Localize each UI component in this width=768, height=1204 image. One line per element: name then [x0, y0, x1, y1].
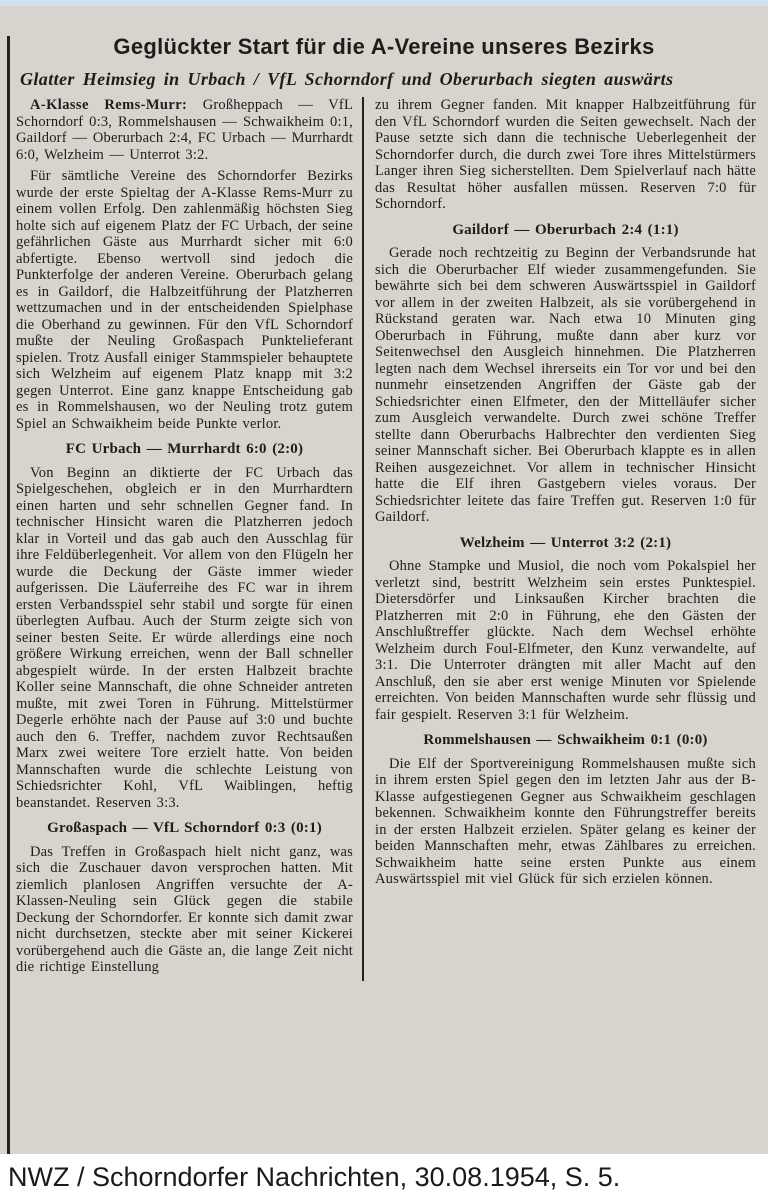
match-heading-grossaspach-schorndorf: Großaspach — VfL Schorndorf 0:3 (0:1): [47, 820, 322, 836]
results-lead-text: Großheppach — VfL Schorndorf 0:3, Rommelshausen — Schwaikheim 0:1, Gaildorf — Oberurbach 2:4, FC Urbach — Murrhardt 6:0, Welzheim — Unterrot 3:2.: [16, 97, 353, 163]
left-column: [16, 97, 362, 981]
intro-paragraph: Für sämtliche Vereine des Schorndorfer Bezirks wurde der erste Spieltag der A-Klasse Rems-Murr zu einem vollen Erfolg. Den zahlenmäßig höchsten Sieg holte sich auf eigenem Platz der FC Urbach, der seine gefährlichen Gäste aus Murrhardt sicher mit 6:0 abfertigte. Ebenso wertvoll sind jedoch die Punkterfolge der anderen Vereine. Oberurbach gelang es in Gaildorf, die Halbzeitführung der Platzherren wettzumachen und in der entscheidenden Spielphase die Oberhand zu gewinnen. Für den VfL Schorndorf mußte der Neuling Großaspach Punktelieferant spielen. Trotz Ausfall einiger Stammspieler behauptete sich Welzheim auf eigenem Platz knapp mit 3:2 gegen Unterrot. Eine ganz knappe Entscheidung gab es in Rommelshausen, wo der Neuling trotz gutem Spiel an Schwaikheim beide Punkte verlor.: [16, 168, 353, 432]
article-columns: [16, 97, 756, 981]
article-subtitle: Glatter Heimsieg in Urbach / VfL Schorndorf und Oberurbach siegten auswärts: [20, 69, 674, 89]
results-lead-label: A-Klasse Rems-Murr:: [30, 97, 188, 113]
match-report-rommelshausen-schwaikheim: Die Elf der Sportvereinigung Rommelshausen mußte sich in ihrem ersten Spiel gegen den im letzten Jahr aus der B-Klasse aufgestiegenen Gegner aus Schwaikheim geschlagen bekennen. Schwaikheim konnte den Führungstreffer bereits in der ersten Halbzeit erzielen. Später gelang es keiner der beiden Mannschaften mehr, etwas Zählbares zu erreichen. Schwaikheim hatte seine ersten Punkte aus einem Auswärtsspiel mit viel Glück für sich erzielen können.: [375, 755, 756, 887]
match-heading-rommelshausen-schwaikheim: Rommelshausen — Schwaikheim 0:1 (0:0): [423, 732, 708, 748]
source-caption: NWZ / Schorndorfer Nachrichten, 30.08.1954, S. 5.: [0, 1154, 768, 1204]
right-column: [364, 97, 756, 981]
newsprint-scan: [0, 6, 768, 1154]
match-heading-welzheim-unterrot: Welzheim — Unterrot 3:2 (2:1): [459, 534, 672, 551]
match-heading-gaildorf-oberurbach: Gaildorf — Oberurbach 2:4 (1:1): [452, 221, 679, 238]
match-report-grossaspach-schorndorf: Das Treffen in Großaspach hielt nicht ganz, was sich die Zuschauer davon versprochen hatten. Mit ziemlich planlosen Angriffen versuchte der A-Klassen-Neuling sein Glück gegen die stabile Deckung der Schorndorfer. Er konnte sich damit zwar nicht durchsetzen, steckte aber mit seiner Kickerei vorübergehend auch die Gäste an, die lange Zeit nicht die richtige Einstellung: [16, 843, 353, 975]
article-title: Geglückter Start für die A-Vereine unseres Bezirks: [113, 34, 655, 59]
continuation-paragraph: zu ihrem Gegner fanden. Mit knapper Halbzeitführung für den VfL Schorndorf wurden die Seiten gewechselt. Nach der Pause setzte sich dann die technische Ueberlegenheit der Schorndorfer durch, die durch zwei Tore ihres Mittelstürmers Langer ihren Sieg sicherstellten. Dem Spielverlauf nach hätte das Resultat höher ausfallen müssen. Reserven 7:0 für Schorndorf.: [375, 97, 756, 212]
match-heading-urbach-murrhardt: FC Urbach — Murrhardt 6:0 (2:0): [65, 441, 304, 457]
match-report-urbach-murrhardt: Von Beginn an diktierte der FC Urbach das Spielgeschehen, obgleich er in den Murrhardtern einen harten und sehr schnellen Gegner fand. In technischer Hinsicht waren die Platzherren jedoch klar in Vorteil und das gab auch den Ausschlag für ihre Feldüberlegenheit. Vor allem von den Flügeln her wurde die Deckung der Gäste immer wieder aufgerissen. Die Läuferreihe des FC war in ihrem ersten Verbandsspiel sehr stabil und sorgte für einen überlegten Aufbau. Auch der Sturm zeigte sich von seiner besten Seite. Er würde allerdings eine noch größere Wirkung erreichen, wenn der Ball schneller abgespielt würde. In der ersten Halbzeit brachte Koller seine Mannschaft, die ohne Schneider antreten mußte, mit zwei Toren in Führung. Mittelstürmer Degerle erhöhte nach der Pause auf 3:0 und buchte auch den 6. Treffer, nachdem zuvor Rechtsaußen Marx zwei weitere Tore erzielt hatte. Von beiden Mannschaften wurde die schlechte Leistung von Schiedsrichter Kohl, VfL Waiblingen, heftig beanstandet. Reserven 3:3.: [16, 464, 353, 811]
results-lead-paragraph: [16, 97, 353, 163]
match-report-welzheim-unterrot: Ohne Stampke und Musiol, die noch vom Pokalspiel her verletzt sind, bestritt Welzheim sein erstes Punktespiel. Dietersdörfer und Linksaußen Kircher brachten die Platzherren mit 2:0 in Führung, ehe den Gästen der Anschlußtreffer glückte. Nach dem Wechsel erhöhte Welzheim durch Foul-Elfmeter, den Kunz verwandelte, auf 3:1. Die Unterroter drängten mit aller Macht auf den Anschluß, den sie aber erst wenige Minuten vor Spielende erreichten. Von beiden Mannschaften wurde sehr flüssig und fair gespielt. Reserven 3:1 für Welzheim.: [375, 558, 756, 723]
left-margin-rule: [7, 36, 10, 1154]
match-report-gaildorf-oberurbach: Gerade noch rechtzeitig zu Beginn der Verbandsrunde hat sich die Oberurbacher Elf wieder zusammengefunden. Sie bewährte sich bei dem schweren Auswärtsspiel in Gaildorf vor allem in der zweiten Halbzeit, als sie vorübergehend in Rückstand geraten war. Nach etwa 10 Minuten ging Oberurbach in Führung, mußte dann aber kurz vor Seitenwechsel den Ausgleich hinnehmen. Die Platzherren legten nach dem Wechsel ihrerseits ein Tor vor und bei den nunmehr einsetzenden Angriffen der Gäste gab der Schiedsrichter einen Elfmeter, den der Mittelläufer sicher zum Ausgleich verwandelte. Durch zwei schöne Treffer stellte dann Oberurbachs Halbrechter den verdienten Sieg seiner Mannschaft sicher. Bei Oberurbach klappte es in allen Reihen ausgezeichnet. Vor allem in technischer Hinsicht hatte die Elf ihren Gastgebern vieles voraus. Der Schiedsrichter leitete das faire Treffen gut. Reserven 1:0 für Gaildorf.: [375, 245, 756, 525]
